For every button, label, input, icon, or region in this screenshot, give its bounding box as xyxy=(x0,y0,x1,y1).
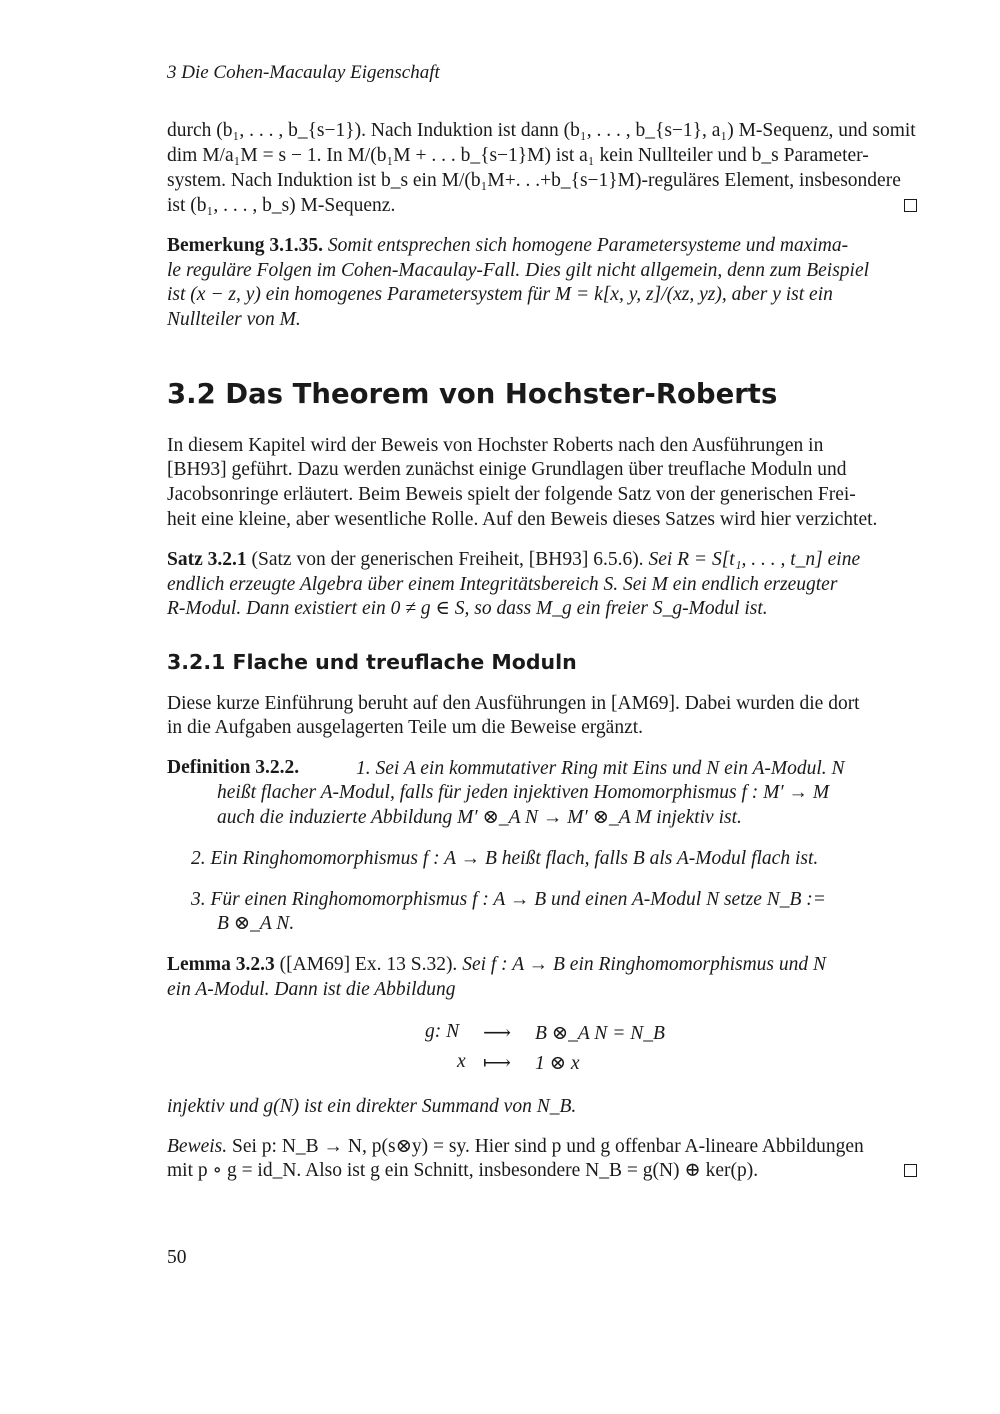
proof-text-1: Sei p: N_B → N, p(s⊗y) = sy. Hier sind p und g offenbar A-lineare Abbildungen xyxy=(231,1136,864,1157)
subsection-line-2: in die Aufgaben ausgelagerten Teile um die Beweise ergänzt. xyxy=(167,717,644,738)
section-line-3: Jacobsonringe erläutert. Beim Beweis spielt der folgende Satz von der generischen Frei- xyxy=(167,484,856,505)
definition-item-1-text-1: Sei A ein kommutativer Ring mit Eins und N ein A-Modul. N xyxy=(375,758,845,779)
map-row-2-left: x xyxy=(457,1051,466,1072)
remark-line-1 xyxy=(167,234,917,259)
intro-line-2: dim M/a₁M = s − 1. In M/(b₁M + . . . b_{s−1}M) ist a₁ kein Nullteiler und b_s Parameter- xyxy=(167,145,869,166)
running-header: 3 Die Cohen-Macaulay Eigenschaft xyxy=(167,62,440,83)
section-title: 3.2 Das Theorem von Hochster-Roberts xyxy=(167,378,778,410)
definition-item-3-line-1 xyxy=(191,888,917,913)
remark-label: Bemerkung 3.1.35. xyxy=(167,235,323,256)
qed-box xyxy=(904,199,917,212)
section-line-4: heit eine kleine, aber wesentliche Rolle. Auf den Beweis dieses Satzes wird hier verzichtet. xyxy=(167,509,878,530)
remark-line-4: Nullteiler von M. xyxy=(167,309,301,330)
lemma-source: ([AM69] Ex. 13 S.32). xyxy=(279,954,458,975)
remark-text-1: Somit entsprechen sich homogene Parametersysteme und maxima- xyxy=(327,235,849,256)
proof-line-2: mit p ∘ g = id_N. Also ist g ein Schnitt, insbesondere N_B = g(N) ⊕ ker(p). xyxy=(167,1160,759,1181)
intro-line-3: system. Nach Induktion ist b_s ein M/(b₁M+. . .+b_{s−1}M)-reguläres Element, insbesondere xyxy=(167,170,901,191)
definition-item-1-line-1 xyxy=(356,757,917,782)
proof-label: Beweis. xyxy=(167,1136,228,1157)
definition-item-1-line-2: heißt flacher A-Modul, falls für jeden injektiven Homomorphismus f : M′ → M xyxy=(217,782,830,803)
lemma-label: Lemma 3.2.3 xyxy=(167,954,275,975)
theorem-line-1 xyxy=(167,548,917,573)
theorem-line-2: endlich erzeugte Algebra über einem Integritätsbereich S. Sei M ein endlich erzeugter xyxy=(167,574,838,595)
definition-item-2 xyxy=(191,847,917,872)
map-row-2-right: 1 ⊗ x xyxy=(535,1053,580,1074)
lemma-conclusion: injektiv und g(N) ist ein direkter Summand von N_B. xyxy=(167,1096,577,1117)
definition-item-3-line-2: B ⊗_A N. xyxy=(217,913,295,934)
intro-line-4: ist (b₁, . . . , b_s) M-Sequenz. xyxy=(167,195,396,216)
definition-item-2-text: Ein Ringhomomorphismus f : A → B heißt flach, falls B als A-Modul flach ist. xyxy=(210,848,819,869)
theorem-line-3: R-Modul. Dann existiert ein 0 ≠ g ∈ S, so dass M_g ein freier S_g-Modul ist. xyxy=(167,598,768,619)
subsection-title: 3.2.1 Flache und treuflache Moduln xyxy=(167,650,577,674)
section-line-1: In diesem Kapitel wird der Beweis von Hochster Roberts nach den Ausführungen in xyxy=(167,435,824,456)
subsection-line-1: Diese kurze Einführung beruht auf den Ausführungen in [AM69]. Dabei wurden die dort xyxy=(167,693,860,714)
page-number: 50 xyxy=(167,1247,187,1268)
remark-line-2: le reguläre Folgen im Cohen-Macaulay-Fall. Dies gilt nicht allgemein, denn zum Beispiel xyxy=(167,260,870,281)
intro-line-1: durch (b₁, . . . , b_{s−1}). Nach Induktion ist dann (b₁, . . . , b_{s−1}, a₁) M-Sequenz, und somit xyxy=(167,120,916,141)
definition-item-2-num: 2. xyxy=(191,848,206,869)
theorem-label: Satz 3.2.1 xyxy=(167,549,247,570)
remark-line-3: ist (x − z, y) ein homogenes Parametersystem für M = k[x, y, z]/(xz, yz), aber y ist ein xyxy=(167,284,833,305)
proof-line-1 xyxy=(167,1135,917,1160)
map-row-1-right: B ⊗_A N = N_B xyxy=(535,1023,665,1044)
definition-item-3-num: 3. xyxy=(191,889,206,910)
definition-item-1-line-3: auch die induzierte Abbildung M′ ⊗_A N → M′ ⊗_A M injektiv ist. xyxy=(217,807,742,828)
definition-item-1-num: 1. xyxy=(356,758,371,779)
definition-label: Definition 3.2.2. xyxy=(167,757,300,778)
lemma-text-1: Sei f : A → B ein Ringhomomorphismus und N xyxy=(462,954,827,975)
lemma-line-2: ein A-Modul. Dann ist die Abbildung xyxy=(167,979,456,1000)
section-line-2: [BH93] geführt. Dazu werden zunächst einige Grundlagen über treuflache Moduln und xyxy=(167,459,847,480)
map-row-1-arrow: ⟶ xyxy=(483,1023,511,1044)
lemma-line-1 xyxy=(167,953,917,978)
definition-item-3-text-1: Für einen Ringhomomorphismus f : A → B und einen A-Modul N setze N_B := xyxy=(210,889,826,910)
map-row-2-arrow: ⟼ xyxy=(483,1053,511,1074)
theorem-text-1: Sei R = S[t₁, . . . , t_n] eine xyxy=(648,549,861,570)
theorem-source: (Satz von der generischen Freiheit, [BH93] 6.5.6). xyxy=(251,549,644,570)
map-row-1-left: g: N xyxy=(425,1021,460,1042)
qed-box xyxy=(904,1164,917,1177)
